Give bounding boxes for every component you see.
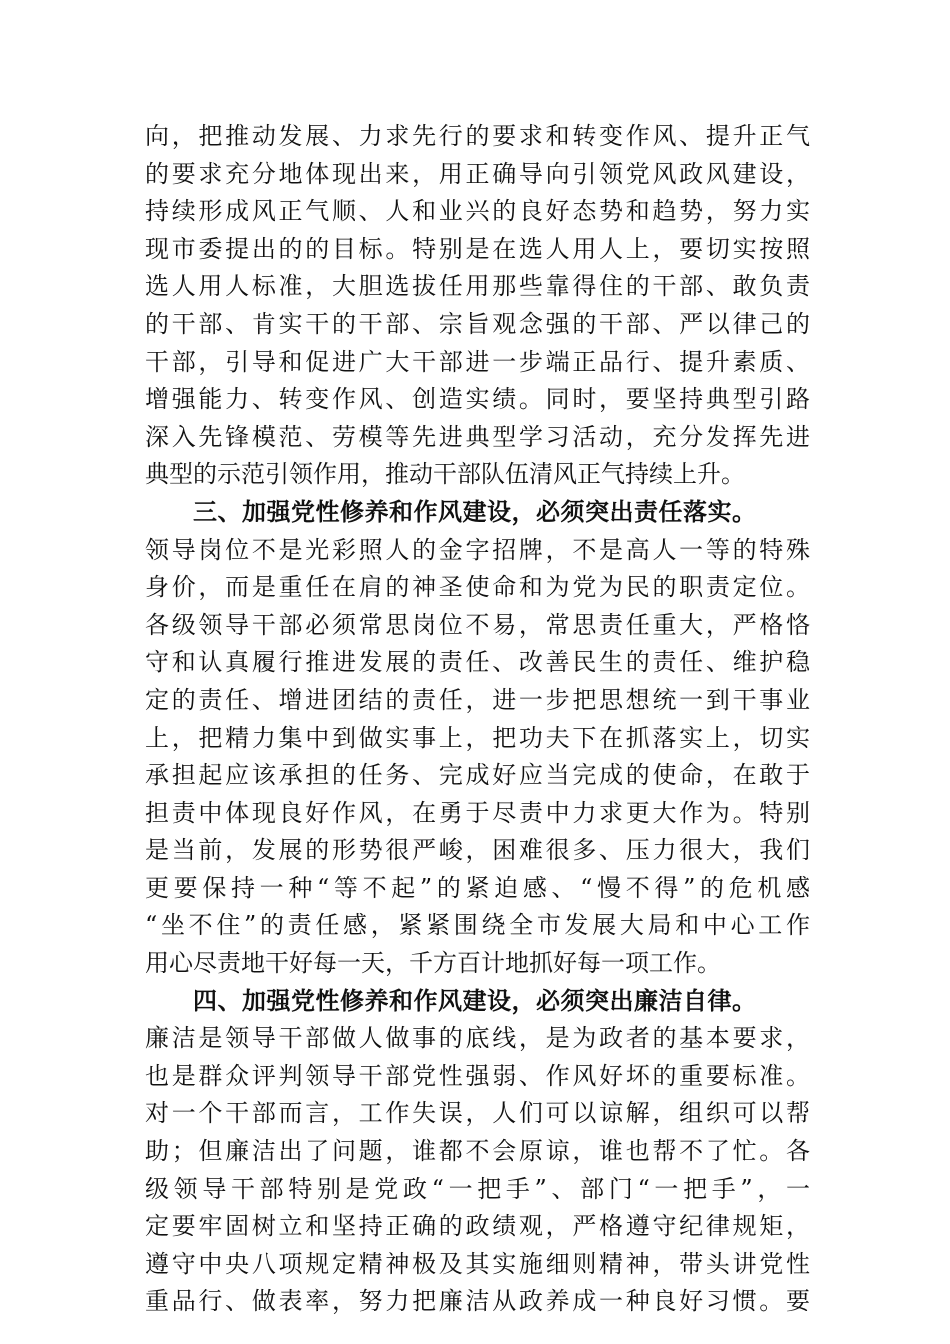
paragraph-line: 身价，而是重任在肩的神圣使命和为党为民的职责定位。 bbox=[145, 573, 810, 602]
paragraph-line: 级领导干部特别是党政“一把手”、部门“一把手”，一 bbox=[145, 1174, 810, 1203]
paragraph-line: 各级领导干部必须常思岗位不易，常思责任重大，严格恪 bbox=[145, 610, 810, 639]
paragraph-line: 的干部、肯实干的干部、宗旨观念强的干部、严以律己的 bbox=[145, 309, 810, 338]
paragraph-line: 是当前，发展的形势很严峻，困难很多、压力很大，我们 bbox=[145, 836, 810, 865]
paragraph-line: 现市委提出的的目标。特别是在选人用人上，要切实按照 bbox=[145, 234, 810, 263]
paragraph-line: 廉洁是领导干部做人做事的底线，是为政者的基本要求， bbox=[145, 1024, 810, 1053]
paragraph-line: 更要保持一种“等不起”的紧迫感、“慢不得”的危机感 bbox=[145, 873, 810, 902]
paragraph-line: 定的责任、增进团结的责任，进一步把思想统一到干事业 bbox=[145, 685, 810, 714]
paragraph-line: 也是群众评判领导干部党性强弱、作风好坏的重要标准。 bbox=[145, 1061, 810, 1090]
paragraph-line: 遵守中央八项规定精神极及其实施细则精神，带头讲党性 bbox=[145, 1249, 810, 1278]
paragraph-line: 选人用人标准，大胆选拔任用那些靠得住的干部、敢负责 bbox=[145, 272, 810, 301]
paragraph-line: 增强能力、转变作风、创造实绩。同时，要坚持典型引路 bbox=[145, 385, 810, 414]
paragraph-line: 干部，引导和促进广大干部进一步端正品行、提升素质、 bbox=[145, 347, 810, 376]
paragraph-line: “坐不住”的责任感，紧紧围绕全市发展大局和中心工作 bbox=[145, 911, 810, 940]
paragraph-line: 持续形成风正气顺、人和业兴的良好态势和趋势，努力实 bbox=[145, 197, 810, 226]
paragraph-line: 用心尽责地干好每一天，千方百计地抓好每一项工作。 bbox=[145, 949, 721, 978]
paragraph-line: 守和认真履行推进发展的责任、改善民生的责任、维护稳 bbox=[145, 648, 810, 677]
section-heading-4: 四、加强党性修养和作风建设，必须突出廉洁自律。 bbox=[193, 986, 757, 1015]
paragraph-line: 领导岗位不是光彩照人的金字招牌，不是高人一等的特殊 bbox=[145, 535, 810, 564]
paragraph-line: 深入先锋模范、劳模等先进典型学习活动，充分发挥先进 bbox=[145, 422, 810, 451]
paragraph-line: 典型的示范引领作用，推动干部队伍清风正气持续上升。 bbox=[145, 460, 745, 489]
paragraph-line: 向，把推动发展、力求先行的要求和转变作风、提升正气 bbox=[145, 122, 810, 150]
paragraph-line: 上，把精力集中到做实事上，把功夫下在抓落实上，切实 bbox=[145, 723, 810, 752]
paragraph-line: 的要求充分地体现出来，用正确导向引领党风政风建设， bbox=[145, 159, 810, 188]
paragraph-line: 承担起应该承担的任务、完成好应当完成的使命，在敢于 bbox=[145, 761, 810, 790]
paragraph-line: 重品行、做表率，努力把廉洁从政养成一种良好习惯。要 bbox=[145, 1287, 810, 1316]
paragraph-line: 对一个干部而言，工作失误，人们可以谅解，组织可以帮 bbox=[145, 1099, 810, 1128]
paragraph-line: 定要牢固树立和坚持正确的政绩观，严格遵守纪律规矩， bbox=[145, 1212, 810, 1241]
section-heading-3: 三、加强党性修养和作风建设，必须突出责任落实。 bbox=[193, 497, 757, 526]
document-body bbox=[145, 118, 810, 1321]
paragraph-line: 担责中体现良好作风，在勇于尽责中力求更大作为。特别 bbox=[145, 798, 810, 827]
paragraph-line: 助；但廉洁出了问题，谁都不会原谅，谁也帮不了忙。各 bbox=[145, 1137, 810, 1166]
